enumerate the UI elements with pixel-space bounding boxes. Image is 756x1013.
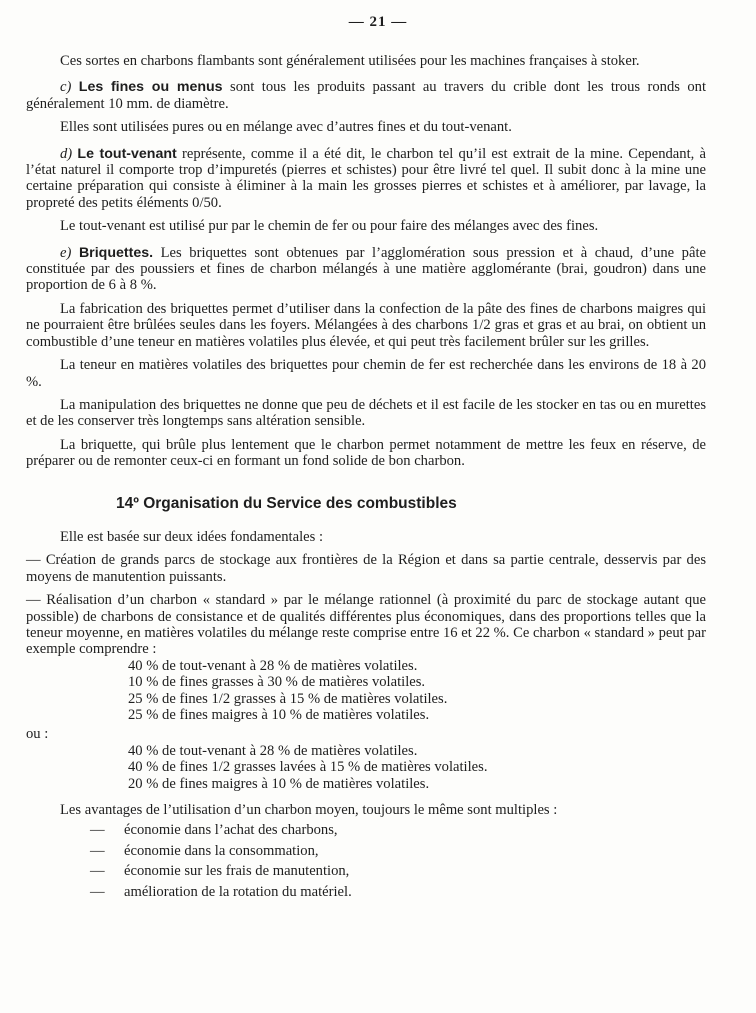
list-item: 25 % de fines 1/2 grasses à 15 % de matières volatiles. bbox=[128, 690, 448, 707]
list-item: — économie dans la consommation, bbox=[90, 842, 319, 859]
list-item: — économie sur les frais de manutention, bbox=[90, 863, 350, 880]
paragraph-briquettes-manipulation: La manipulation des briquettes ne donne que peu de déchets et il est facile de les stocker en tas ou en murettes et de les conserver très longtemps sans altération sensible. bbox=[26, 396, 706, 430]
section-heading: 14º Organisation du Service des combustibles bbox=[116, 494, 457, 512]
paragraph-fines-usage: Elles sont utilisées pures ou en mélange avec d’autres fines et du tout-venant. bbox=[60, 119, 512, 136]
advantages-intro: Les avantages de l’utilisation d’un charbon moyen, toujours le même sont multiples : bbox=[60, 802, 558, 819]
paragraph-tout-venant-usage: Le tout-venant est utilisé pur par le chemin de fer ou pour faire des mélanges avec des fines. bbox=[60, 218, 599, 235]
list-item: — économie dans l’achat des charbons, bbox=[90, 822, 338, 839]
paragraph-flambants: Ces sortes en charbons flambants sont généralement utilisées pour les machines françaises à stoker. bbox=[60, 53, 640, 69]
item-title: Le tout-venant bbox=[77, 145, 177, 162]
advantages-list bbox=[90, 822, 706, 900]
list-item: 40 % de tout-venant à 28 % de matières volatiles. bbox=[128, 742, 418, 759]
mixture-list-1 bbox=[128, 658, 706, 724]
item-letter: d) bbox=[60, 145, 73, 162]
list-item: 40 % de fines 1/2 grasses lavées à 15 % de matières volatiles. bbox=[128, 759, 488, 776]
item-letter: c) bbox=[60, 79, 72, 96]
list-item: 20 % de fines maigres à 10 % de matières volatiles. bbox=[128, 775, 430, 792]
paragraph-briquettes: e) Briquettes. Les briquettes sont obtenues par l’agglomération sous pression et à chaud, d’une pâte constituée par des poussiers et fines de charbon mélangés à une matière agglomérante (brai, goudron) dans une proportion de 6 à 8 %. bbox=[26, 244, 706, 294]
list-item: — amélioration de la rotation du matériel. bbox=[90, 883, 352, 900]
mixture-list-2 bbox=[128, 743, 706, 792]
section-intro: Elle est basée sur deux idées fondamentales : bbox=[60, 528, 324, 545]
page-number: — 21 — bbox=[348, 14, 408, 30]
or-label: ou : bbox=[26, 726, 49, 743]
section-point-stockage: — Création de grands parcs de stockage aux frontières de la Région et dans sa partie centrale, desservis par des moyens de manutention puissants. bbox=[26, 552, 706, 585]
list-item: 40 % de tout-venant à 28 % de matières volatiles. bbox=[128, 657, 418, 674]
list-item: 10 % de fines grasses à 30 % de matières volatiles. bbox=[128, 674, 426, 691]
paragraph-briquettes-fabrication: La fabrication des briquettes permet d’utiliser dans la confection de la pâte des fines de charbons maigres qui ne pourraient être brûlées seules dans les foyers. Mélangées à des charbons 1/2 gras et gras et au brai, on obtient un combustible d’une teneur en matières volatiles plus élevée, et qui peut très facilement brûler sur les grilles. bbox=[26, 300, 706, 350]
page-body bbox=[26, 53, 706, 900]
section-point-standard: — Réalisation d’un charbon « standard » par le mélange rationnel (à proximité du parc de stockage autant que possible) de charbons de consistance et de qualités différentes plus économiques, dans des proportions telles que la teneur moyenne, en matières volatiles du mélange reste comprise entre 16 et 22 %. Ce charbon « standard » peut par exemple comprendre : bbox=[26, 592, 706, 658]
item-title: Briquettes. bbox=[78, 244, 154, 261]
paragraph-briquettes-teneur: La teneur en matières volatiles des briquettes pour chemin de fer est recherchée dans les environs de 18 à 20 %. bbox=[26, 357, 706, 390]
item-letter: e) bbox=[60, 244, 72, 261]
paragraph-fines: c) Les fines ou menus sont tous les produits passant au travers du crible dont les trous ronds ont généralement 10 mm. de diamètre. bbox=[26, 79, 706, 112]
item-title: Les fines ou menus bbox=[78, 79, 223, 96]
list-item: 25 % de fines maigres à 10 % de matières volatiles. bbox=[128, 707, 430, 723]
paragraph-tout-venant: d) Le tout-venant représente, comme il a été dit, le charbon tel qu’il est extrait de la mine. Cependant, à l’état naturel il comporte trop d’impuretés (pierres et schistes) pour être livré tel quel. Il subit donc à la mine une certaine préparation qui consiste à éliminer à la main les grosses pierres et schistes et à améliorer, par lavage, la propreté des petits éléments 0/50. bbox=[26, 145, 706, 211]
paragraph-briquettes-reserve: La briquette, qui brûle plus lentement que le charbon permet notamment de mettre les feux en réserve, de préparer ou de remonter ceux-ci en formant un fond solide de bon charbon. bbox=[26, 436, 706, 470]
